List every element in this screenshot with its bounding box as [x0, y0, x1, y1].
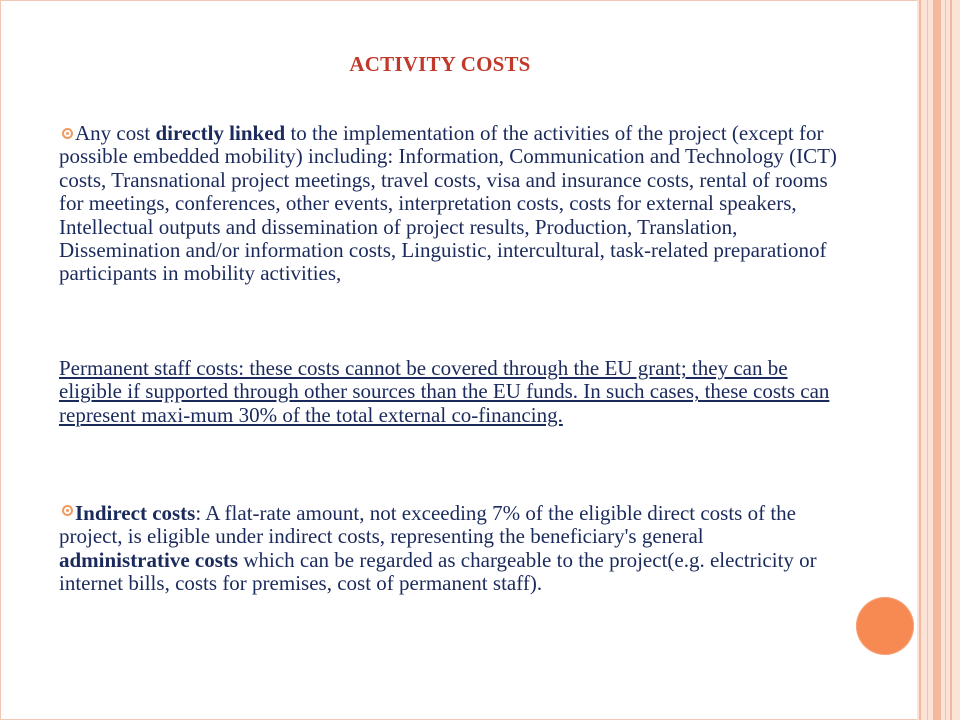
- stripe-line: [933, 0, 941, 720]
- para3-bold-admin: administrative costs: [59, 547, 239, 572]
- para3-end: which can be regarded as chargeable to the project(e.g. electricity or internet bills, costs for premises, cost of permanent staff).: [59, 547, 817, 596]
- para1-rest: to the implementation of the activities of the project (except for possible embedded mobility) including: Information, Communication and Technology (ICT) costs, Transnational project meetings, travel costs, visa and insurance costs, rental of rooms for meetings, conferences, other events, interpretation costs, costs for external speakers, Intellectual outputs and dissemination of project results, Production, Translation, Dissemination and/or information costs, Linguistic, intercultural, task-related preparationof participants in mobility activities,: [59, 121, 837, 286]
- paragraph-indirect-costs: [59, 502, 839, 596]
- stripe-line: [945, 0, 946, 720]
- para1-bold: directly linked: [155, 121, 286, 145]
- slide-title: ACTIVITY COSTS: [349, 52, 531, 76]
- paragraph-permanent-staff: Permanent staff costs: these costs cannot be covered through the EU grant; they can be eligible if supported through other sources than the EU funds. In such cases, these costs can represent maxi-mum 30% of the total external co-financing.: [59, 356, 830, 427]
- para3-mid: : A flat-rate amount, not exceeding 7% of the eligible direct costs of the project, is eligible under indirect costs, representing the beneficiary's general: [59, 501, 797, 549]
- para1-lead: Any cost: [75, 121, 156, 145]
- stripe-line: [950, 0, 952, 720]
- stripe-line: [919, 0, 921, 720]
- para3-bold-indirect: Indirect costs: [75, 501, 196, 525]
- orange-circle-decoration: [856, 597, 914, 655]
- stripe-line: [927, 0, 928, 720]
- paragraph-direct-costs: [59, 122, 839, 286]
